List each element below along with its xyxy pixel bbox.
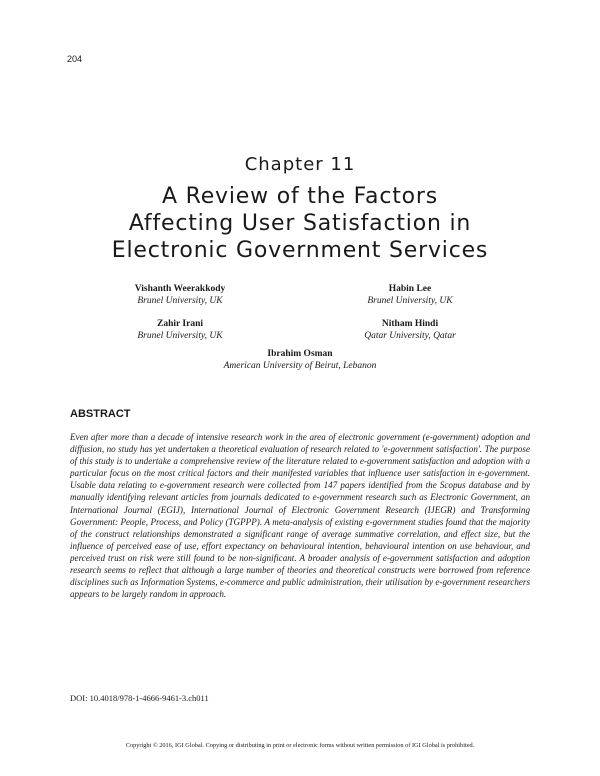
author-name: Vishanth Weerakkody [134, 284, 226, 294]
author-block [330, 318, 490, 342]
author-name: Zahir Irani [156, 319, 203, 329]
chapter-title-line: Affecting User Satisfaction in [128, 211, 472, 236]
author-block [330, 283, 490, 307]
author-name: Habin Lee [388, 284, 432, 294]
doi-line: DOI: 10.4018/978-1-4666-9461-3.ch011 [70, 693, 209, 703]
author-affiliation: Brunel University, UK [367, 296, 453, 306]
chapter-label: Chapter 11 [244, 154, 356, 175]
author-block [180, 348, 420, 372]
copyright-notice: Copyright © 2016, IGI Global. Copying or distributing in print or electronic forms without written permission of IGI Global is prohibited. [125, 742, 475, 749]
page-number: 204 [67, 54, 83, 64]
author-name: Nitham Hindi [381, 319, 439, 329]
author-block [100, 318, 260, 342]
abstract-text: Even after more than a decade of intensive research work in the area of electronic government (e-government) adoption and diffusion, no study has yet undertaken a theoretical evaluation of research related to 'e-government satisfaction'. The purpose of this study is to undertake a comprehensive review of the literature related to e-government satisfaction and adoption with a particular focus on the most critical factors and their manifested variables that influence user satisfaction in e-government. Usable data relating to e-government research were collected from 147 papers identified from the Scopus database and by manually identifying relevant articles from journals dedicated to e-government research such as Electronic Government, an International Journal (EGIJ), International Journal of Electronic Government Research (IJEGR) and Transforming Government: People, Process, and Policy (TGPPP). A meta-analysis of existing e-government studies found that the majority of the construct relationships demonstrated a significant range of average summative correlation, and effect size, but the influence of perceived ease of use, effort expectancy on behavioural intention, behavioural intention on use behaviour, and perceived trust on risk were still found to be non-significant. A broader analysis of e-government satisfaction and adoption research seems to reflect that although a large number of theories and theoretical constructs were borrowed from reference disciplines such as Information Systems, e-commerce and public administration, their utilisation by e-government researchers appears to be largely random in approach. [70, 432, 530, 600]
author-affiliation: Brunel University, UK [137, 296, 223, 306]
author-affiliation: American University of Beirut, Lebanon [223, 361, 377, 371]
author-block [100, 283, 260, 307]
chapter-title-line: A Review of the Factors [161, 184, 439, 209]
chapter-title [40, 183, 560, 264]
chapter-title-line: Electronic Government Services [111, 238, 489, 263]
author-name: Ibrahim Osman [267, 349, 333, 359]
author-affiliation: Qatar University, Qatar [364, 331, 456, 341]
abstract-heading: ABSTRACT [70, 408, 131, 420]
author-affiliation: Brunel University, UK [137, 331, 223, 341]
